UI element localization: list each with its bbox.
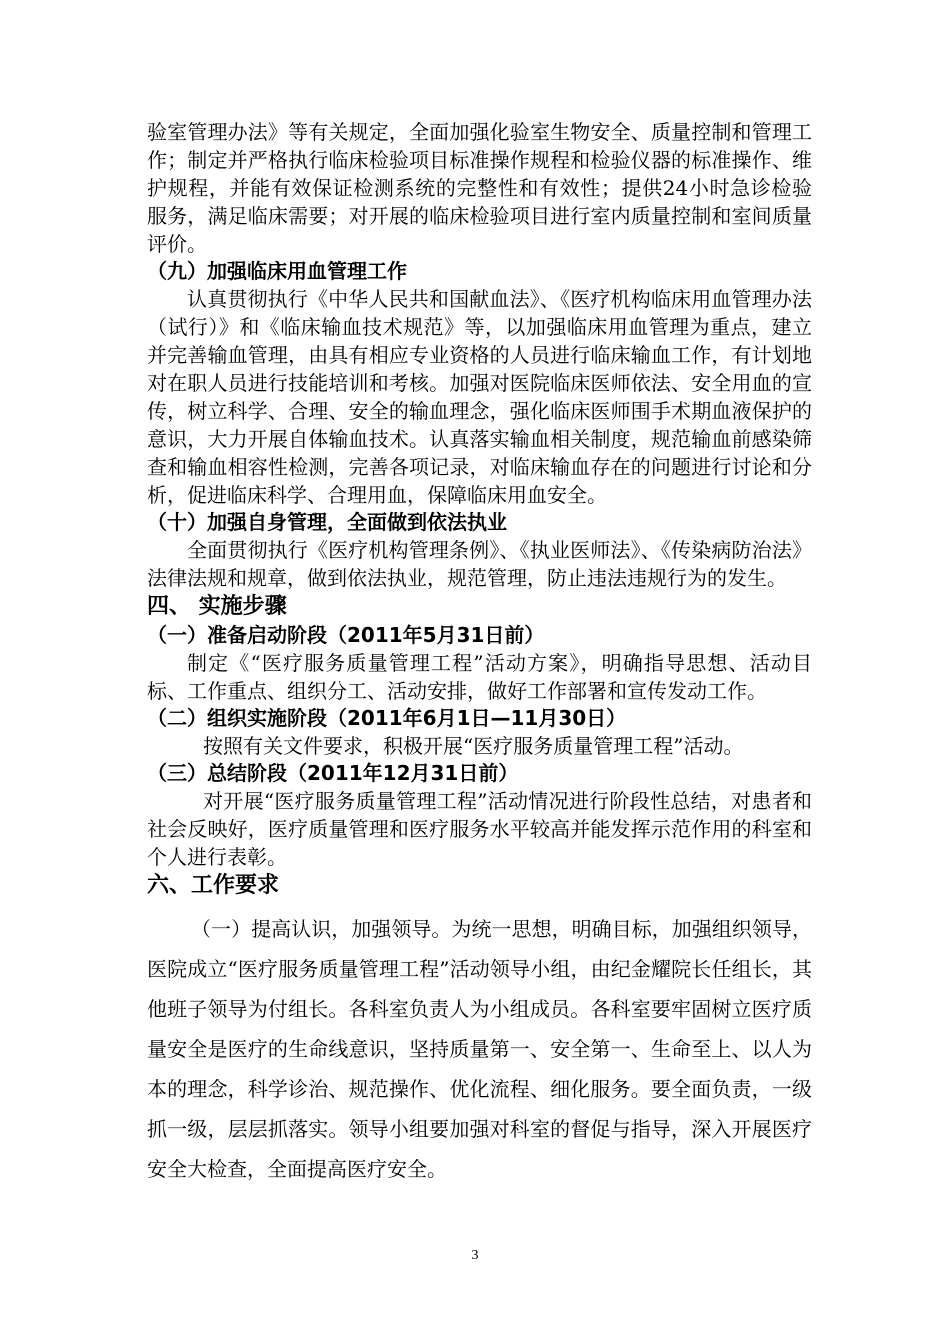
paragraph-lab-management: 验室管理办法》等有关规定，全面加强化验室生物安全、质量控制和管理工作；制定并严格执行临床检验项目标准操作规程和检验仪器的标准操作、维护规程，并能有效保证检测系统的完整性和有效性；提供24小时急诊检验服务，满足临床需要；对开展的临床检验项目进行室内质量控制和室间质量评价。 <box>147 120 812 256</box>
paragraph-summary-stage: 对开展“医疗服务质量管理工程”活动情况进行阶段性总结，对患者和社会反映好，医疗质量管理和医疗服务水平较高并能发挥示范作用的科室和个人进行表彰。 <box>147 789 812 869</box>
heading-implementation-stage: （二）组织实施阶段（2011年6月1日—11月30日） <box>147 706 627 730</box>
heading-preparation-stage: （一）准备启动阶段（2011年5月31日前） <box>147 623 545 647</box>
section-heading-work-requirements: 六、工作要求 <box>147 873 280 898</box>
paragraph-leadership: （一）提高认识，加强领导。为统一思想，明确目标，加强组织领导，医院成立“医疗服务质量管理工程”活动领导小组，由纪金耀院长任组长，其他班子领导为付组长。各科室负责人为小组成员。各科室要牢固树立医疗质量安全是医疗的生命线意识，坚持质量第一、安全第一、生命至上、以人为本的理念，科学诊治、规范操作、优化流程、细化服务。要全面负责，一级抓一级，层层抓落实。领导小组要加强对科室的督促与指导，深入开展医疗安全大检查，全面提高医疗安全。 <box>147 917 812 1181</box>
paragraph-implementation-stage: 按照有关文件要求，积极开展“医疗服务质量管理工程”活动。 <box>203 734 744 758</box>
heading-blood-management: （九）加强临床用血管理工作 <box>147 259 407 283</box>
page-number: 3 <box>471 1248 479 1263</box>
section-heading-implementation: 四、 实施步骤 <box>147 594 287 619</box>
paragraph-self-management: 全面贯彻执行《医疗机构管理条例》、《执业医师法》、《传染病防治法》法律法规和规章，做到依法执业，规范管理，防止违法违规行为的发生。 <box>147 538 812 590</box>
paragraph-blood-management: 认真贯彻执行《中华人民共和国献血法》、《医疗机构临床用血管理办法（试行）》和《临床输血技术规范》等，以加强临床用血管理为重点，建立并完善输血管理，由具有相应专业资格的人员进行临床输血工作，有计划地对在职人员进行技能培训和考核。加强对医院临床医师依法、安全用血的宣传，树立科学、合理、安全的输血理念，强化临床医师围手术期血液保护的意识，大力开展自体输血技术。认真落实输血相关制度，规范输血前感染筛查和输血相容性检测，完善各项记录，对临床输血存在的问题进行讨论和分析，促进临床科学、合理用血，保障临床用血安全。 <box>147 287 812 507</box>
paragraph-preparation-stage: 制定《“医疗服务质量管理工程”活动方案》，明确指导思想、活动目标、工作重点、组织分工、活动安排，做好工作部署和宣传发动工作。 <box>147 651 812 703</box>
document-body <box>147 118 812 1189</box>
heading-summary-stage: （三）总结阶段（2011年12月31日前） <box>147 761 519 785</box>
heading-self-management: （十）加强自身管理，全面做到依法执业 <box>147 510 507 534</box>
